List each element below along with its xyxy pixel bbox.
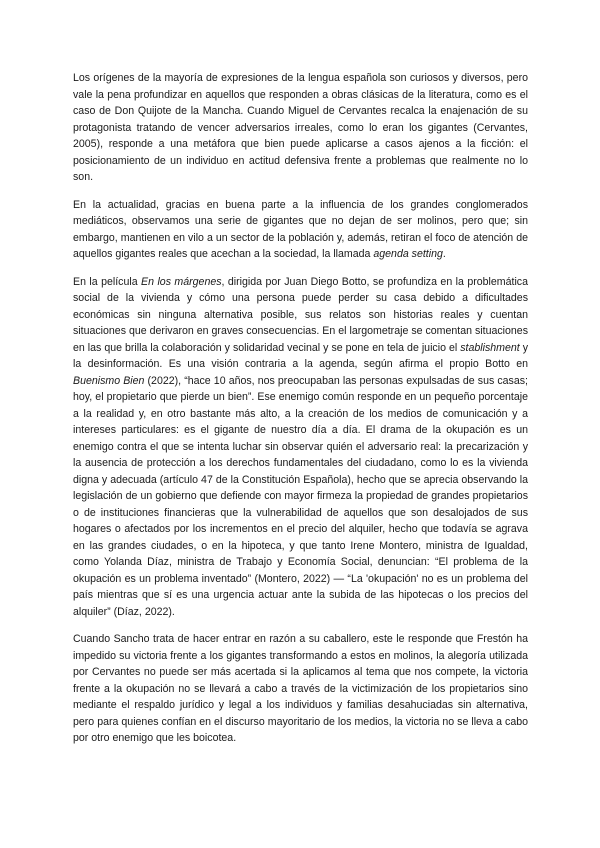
stablishment-term: stablishment: [460, 341, 520, 354]
paragraph-3-part-1: En la película: [73, 275, 142, 288]
paragraph-2-end: .: [442, 248, 446, 260]
agenda-setting-term: agenda setting: [373, 248, 443, 260]
document-body: [73, 70, 528, 758]
paragraph-4: Cuando Sancho trata de hacer entrar en razón a su caballero, este le responde que Frestón ha impedido su victoria frente a los gigantes transformando a estos en molinos, la alegoría utilizada por Cervantes no puede ser más acertada si la aplicamos al tema que nos compete, la victoria frente a la okupación no se llevará a cabo a través de la victimización de los propietarios sino mediante el respaldo jurídico y legal a los individuos y familias desahuciadas sin alternativa, pero para quienes confían en el discurso mayoritario de los medios, la victoria no se lleva a cabo por otro enemigo que les boicotea.: [73, 633, 528, 744]
paragraph-3-part-4: (2022), “hace 10 años, nos preocupaban las personas expulsadas de sus casas; hoy, el propietario que pierde un bien”. Ese enemigo común responde en un pequeño porcentaje a la realidad y, en otro bastante más alto, a la creación de los medios de comunicación y a intereses particulares: es el gigante de nuestro día a día. El drama de la okupación es un enemigo contra el que se intenta luchar sin observar quién el adversario real: la precarización y la ausencia de protección a los derechos fundamentales del ciudadano, como lo es la vivienda digna y adecuada (artículo 47 de la Constitución Española), hecho que se aprecia observando la legislación de un gobierno que defiende con mayor firmeza la propiedad de grandes propietarios o de instituciones financieras que la vulnerabilidad de aquellos que son desalojados de sus hogares o afectados por los incrementos en el precio del alquiler, hecho que todavía se agrava en las grandes ciudades, o en la hipoteca, y que tanto Irene Montero, ministra de Igualdad, como Yolanda Díaz, ministra de Trabajo y Economía Social, denuncian: “El problema de la okupación es un problema inventado” (Montero, 2022) — “La 'okupación' no es un problema del país mientras que sí es una urgencia actuar ante la subida de las hipotecas o los precios del alquiler” (Díaz, 2022).: [73, 374, 528, 618]
paragraph-2: [73, 197, 528, 263]
film-title: En los márgenes: [141, 275, 222, 288]
source-title: Buenismo Bien: [73, 374, 145, 387]
paragraph-1: Los orígenes de la mayoría de expresiones de la lengua española son curiosos y diversos, pero vale la pena profundizar en aquellos que responden a obras clásicas de la literatura, como es el caso de Don Quijote de la Mancha. Cuando Miguel de Cervantes recalca la enajenación de su protagonista tratando de vencer adversarios irreales, como lo eran los gigantes (Cervantes, 2005), responde a una metáfora que bien puede aplicarse a casos ajenos a la ficción: el posicionamiento de un individuo en actitud defensiva frente a problemas que realmente no lo son.: [73, 72, 528, 183]
paragraph-3: [73, 274, 528, 621]
paragraph-3-part-3: y la desinformación. Es una visión contraria a la agenda, según afirma el propio Botto en: [73, 341, 528, 370]
paragraph-3-part-2: , dirigida por Juan Diego Botto, se profundiza en la problemática social de la vivienda y cómo una persona puede perder su casa debido a dificultades económicas sin ninguna alternativa posible, sus relatos son historias reales y cuentan situaciones que derivaron en graves consecuencias. En el largometraje se comentan situaciones en las que brilla la colaboración y solidaridad vecinal y se pone en tela de juicio el: [73, 275, 528, 354]
paragraph-2-text: En la actualidad, gracias en buena parte a la influencia de los grandes conglomerados mediáticos, observamos una serie de gigantes que no dejan de ser molinos, pero que; sin embargo, mantienen en vilo a un sector de la población y, además, retiran el foco de atención de aquellos gigantes reales que acechan a la sociedad, la llamada: [73, 198, 528, 260]
